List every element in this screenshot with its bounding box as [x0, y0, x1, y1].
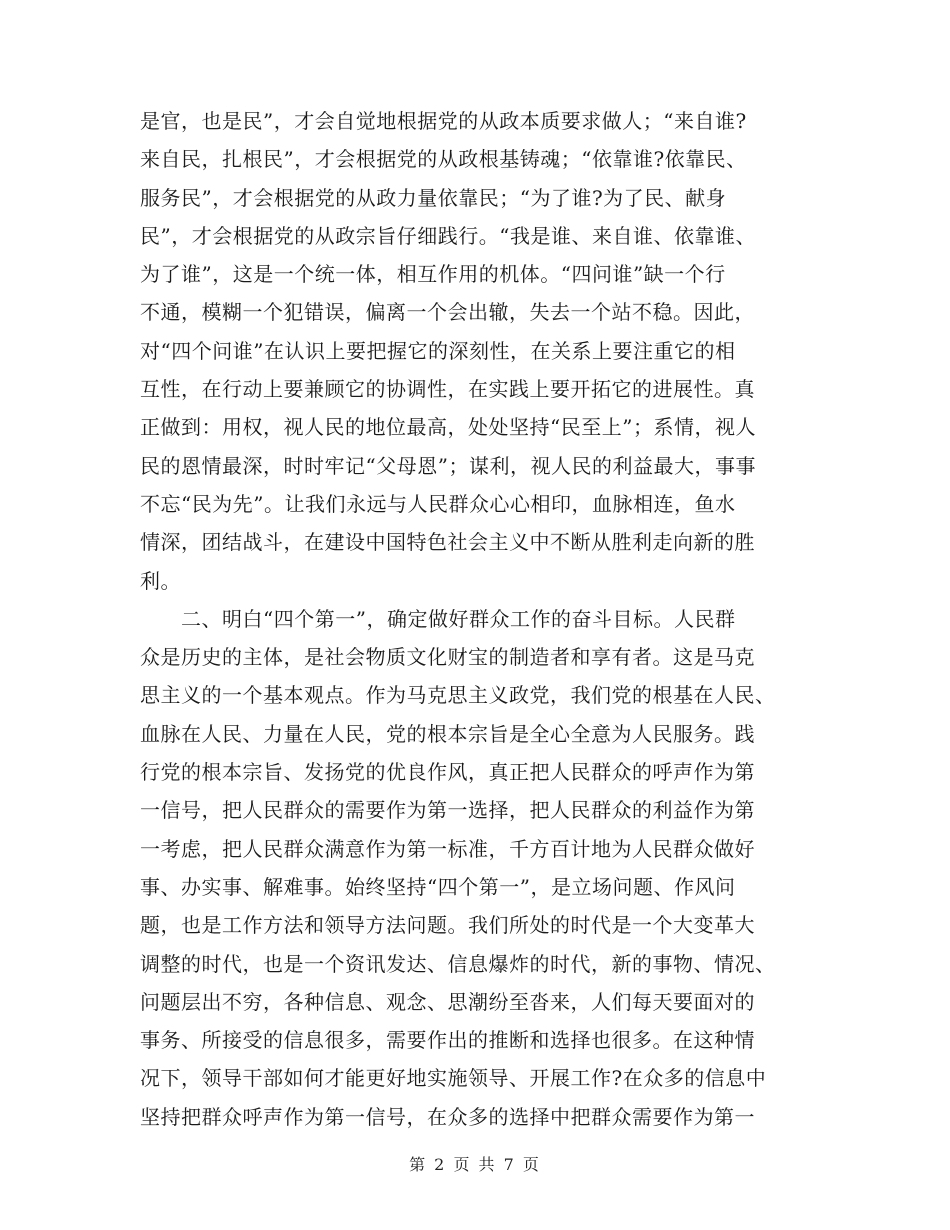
text-line: 一考虑，把人民群众满意作为第一标准，千方百计地为人民群众做好 — [140, 836, 755, 861]
text-line: 不通，模糊一个犯错误，偏离一个会出辙，失去一个站不稳。因此， — [140, 300, 755, 325]
text-line: 一信号，把人民群众的需要作为第一选择，把人民群众的利益作为第 — [140, 798, 755, 823]
text-line: 事务、所接受的信息很多，需要作出的推断和选择也很多。在这种情 — [140, 1028, 755, 1053]
text-line: 服务民”，才会根据党的从政力量依靠民；“为了谁?为了民、献身 — [140, 185, 727, 210]
text-line: 众是历史的主体，是社会物质文化财宝的制造者和享有者。这是马克 — [140, 645, 755, 670]
text-line: 为了谁”，这是一个统一体，相互作用的机体。“四问谁”缺一个行 — [140, 262, 726, 287]
text-line: 调整的时代，也是一个资讯发达、信息爆炸的时代，新的事物、情况、 — [140, 951, 776, 976]
text-line: 坚持把群众呼声作为第一信号，在众多的选择中把群众需要作为第一 — [140, 1104, 755, 1129]
text-line: 情深，团结战斗，在建设中国特色社会主义中不断从胜利走向新的胜 — [140, 530, 755, 555]
text-line: 题，也是工作方法和领导方法问题。我们所处的时代是一个大变革大 — [140, 913, 755, 938]
body-text — [140, 102, 820, 1136]
text-line: 思主义的一个基本观点。作为马克思主义政党，我们党的根基在人民、 — [140, 683, 776, 708]
text-line: 不忘“民为先”。让我们永远与人民群众心心相印，血脉相连，鱼水 — [140, 491, 736, 516]
text-line: 是官，也是民”，才会自觉地根据党的从政本质要求做人；“来自谁? — [140, 109, 747, 133]
page-footer: 第 2 页 共 7 页 — [409, 1155, 541, 1174]
text-line: 行党的根本宗旨、发扬党的优良作风，真正把人民群众的呼声作为第 — [140, 760, 755, 785]
text-line: 二、明白“四个第一”，确定做好群众工作的奋斗目标。人民群 — [140, 606, 736, 631]
text-line: 利。 — [140, 568, 181, 593]
text-line: 对“四个问谁”在认识上要把握它的深刻性，在关系上要注重它的相 — [140, 338, 736, 363]
text-line: 事、办实事、解难事。始终坚持“四个第一”，是立场问题、作风问 — [140, 874, 736, 899]
text-line: 问题层出不穷，各种信息、观念、思潮纷至沓来，人们每天要面对的 — [140, 989, 755, 1014]
text-line: 互性，在行动上要兼顾它的协调性，在实践上要开拓它的进展性。真 — [140, 377, 755, 402]
text-line: 民的恩情最深，时时牢记“父母恩”；谋利，视人民的利益最大，事事 — [140, 453, 756, 478]
text-line: 民”，才会根据党的从政宗旨仔细践行。“我是谁、来自谁、依靠谁、 — [140, 223, 756, 248]
text-line: 正做到：用权，视人民的地位最高，处处坚持“民至上”；系情，视人 — [140, 415, 756, 440]
text-line: 血脉在人民、力量在人民，党的根本宗旨是全心全意为人民服务。践 — [140, 721, 755, 746]
text-line: 来自民，扎根民”，才会根据党的从政根基铸魂；“依靠谁?依靠民、 — [140, 147, 747, 172]
text-line: 况下，领导干部如何才能更好地实施领导、开展工作?在众多的信息中 — [140, 1066, 767, 1091]
